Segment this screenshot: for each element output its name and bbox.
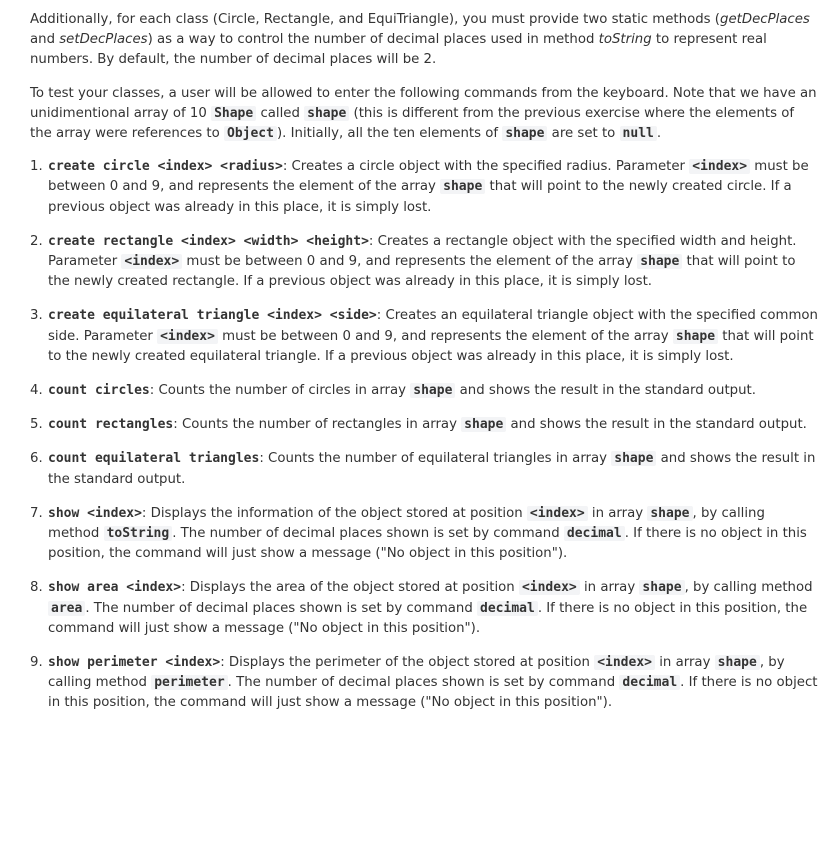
command-description-text: that will point to the newly created equilateral triangle. If a previous object was already in this place, it is simply lost. [48,328,814,364]
inline-code: <index> [527,506,588,521]
code-shape-array: shape [502,126,547,141]
command-description-text: , by calling method [48,505,765,542]
command-syntax: count circles [48,383,150,399]
command-syntax: count rectangles [48,417,174,433]
list-item-number: 3. [30,308,43,324]
list-item [30,504,818,565]
paragraph-text: ) as a way to control the number of decimal places used in method [147,32,599,48]
inline-code: shape [611,451,656,466]
command-description-text: : Displays the area of the object stored at position [181,580,519,596]
command-description-text: : Counts the number of rectangles in array [173,417,462,433]
command-list [30,157,818,713]
list-item [30,653,818,714]
command-description-text: : Creates an equilateral triangle object with the specified common side. Parameter [48,308,818,344]
method-name-setdecplaces: setDecPlaces [59,32,148,48]
command-description-text: must be between 0 and 9, and represents the element of the array [48,159,809,195]
inline-code: <index> [594,655,655,670]
command-description-text: in array [587,505,648,521]
command-syntax: count equilateral triangles [48,451,260,467]
inline-code: shape [715,655,760,670]
paragraph-text: called [256,105,305,121]
code-shape-type: Shape [211,106,256,121]
list-item-number: 6. [30,451,43,467]
command-description-text: . The number of decimal places shown is set by command [85,600,478,616]
paragraph-text: To test your classes, a user will be allowed to enter the following commands from the keyboard. Note that we have an unidimentional array of 10 [30,85,817,121]
list-item [30,306,818,367]
command-description-text: . The number of decimal places shown is set by command [227,675,620,691]
inline-code: decimal [564,526,625,541]
list-item [30,157,818,218]
command-description-text: that will point to the newly created rectangle. If a previous object was already in this place, it is simply lost. [48,254,796,290]
inline-code: shape [440,179,485,194]
inline-code: shape [410,383,455,398]
inline-code: <index> [157,329,218,344]
paragraph-text: . [656,126,662,142]
inline-code: shape [673,329,718,344]
list-item [30,449,818,489]
list-item-number: 8. [30,580,43,596]
command-description-text: : Displays the information of the object stored at position [141,505,527,521]
paragraph-text: to represent real numbers. By default, the number of decimal places will be 2. [30,32,767,68]
list-item-number: 9. [30,655,43,671]
list-item [30,381,818,401]
command-description-text: . If there is no object in this position, the command will just show a message ("No object in this position"). [48,600,808,636]
inline-code: <index> [519,580,580,595]
list-item-number: 1. [30,159,43,175]
command-description-text: , by calling method [684,580,813,596]
paragraph-text: ). Initially, all the ten elements of [276,126,503,142]
command-description-text: : Creates a circle object with the specified radius. Parameter [282,159,690,175]
inline-code: shape [461,417,506,432]
method-name-tostring: toString [598,32,652,48]
paragraph-text: (this is different from the previous exercise where the elements of the array were references to [30,105,795,142]
list-item-number: 4. [30,383,43,399]
command-description-text: : Displays the perimeter of the object stored at position [220,655,595,671]
command-description-text: must be between 0 and 9, and represents the element of the array [217,328,673,344]
inline-code: area [48,601,85,616]
inline-code: toString [104,526,173,541]
method-name-getdecplaces: getDecPlaces [720,12,810,27]
intro-paragraph [30,10,818,71]
inline-code: shape [647,506,692,521]
command-description-text: , by calling method [48,655,785,691]
command-description-text: and shows the result in the standard output. [48,451,816,487]
command-syntax: show <index> [48,505,142,521]
code-object-type: Object [224,126,277,141]
code-null: null [620,126,657,141]
command-description-text: and shows the result in the standard output. [506,417,807,433]
command-syntax: create rectangle <index> <width> <height> [48,233,369,249]
paragraph-text: and [30,32,60,48]
command-description-text: that will point to the newly created circle. If a previous object was already in this place, it is simply lost. [48,179,792,215]
code-shape-array: shape [304,106,349,121]
command-description-text: : Counts the number of equilateral triangles in array [259,451,612,467]
inline-code: shape [639,580,684,595]
command-syntax: create equilateral triangle <index> <side> [48,308,377,324]
command-description-text: : Counts the number of circles in array [149,383,411,399]
paragraph-text: Additionally, for each class (Circle, Rectangle, and EquiTriangle), you must provide two static methods ( [30,12,720,27]
inline-code: decimal [619,675,680,690]
command-description-text: must be between 0 and 9, and represents the element of the array [182,254,638,270]
inline-code: <index> [121,254,182,269]
command-description-text: . If there is no object in this position, the command will just show a message ("No object in this position"). [48,675,818,711]
command-syntax: show area <index> [48,580,182,596]
list-item-number: 2. [30,233,43,249]
command-description-text: in array [579,580,640,596]
command-syntax: create circle <index> <radius> [48,159,283,175]
command-syntax: show perimeter <index> [48,655,221,671]
command-description-text: and shows the result in the standard output. [455,383,756,399]
list-item-number: 7. [30,505,43,521]
list-item [30,415,818,435]
inline-code: perimeter [151,675,227,690]
list-item [30,232,818,293]
command-description-text: . The number of decimal places shown is set by command [172,526,564,542]
test-description-paragraph [30,84,818,145]
command-description-text: in array [655,655,715,671]
list-item [30,578,818,639]
inline-code: <index> [689,159,750,174]
list-item-number: 5. [30,417,43,433]
paragraph-text: are set to [547,126,620,142]
command-description-text: . If there is no object in this position, the command will just show a message ("No object in this position"). [48,526,807,562]
inline-code: shape [637,254,682,269]
inline-code: decimal [477,601,538,616]
command-description-text: : Creates a rectangle object with the specified width and height. Parameter [48,233,797,270]
